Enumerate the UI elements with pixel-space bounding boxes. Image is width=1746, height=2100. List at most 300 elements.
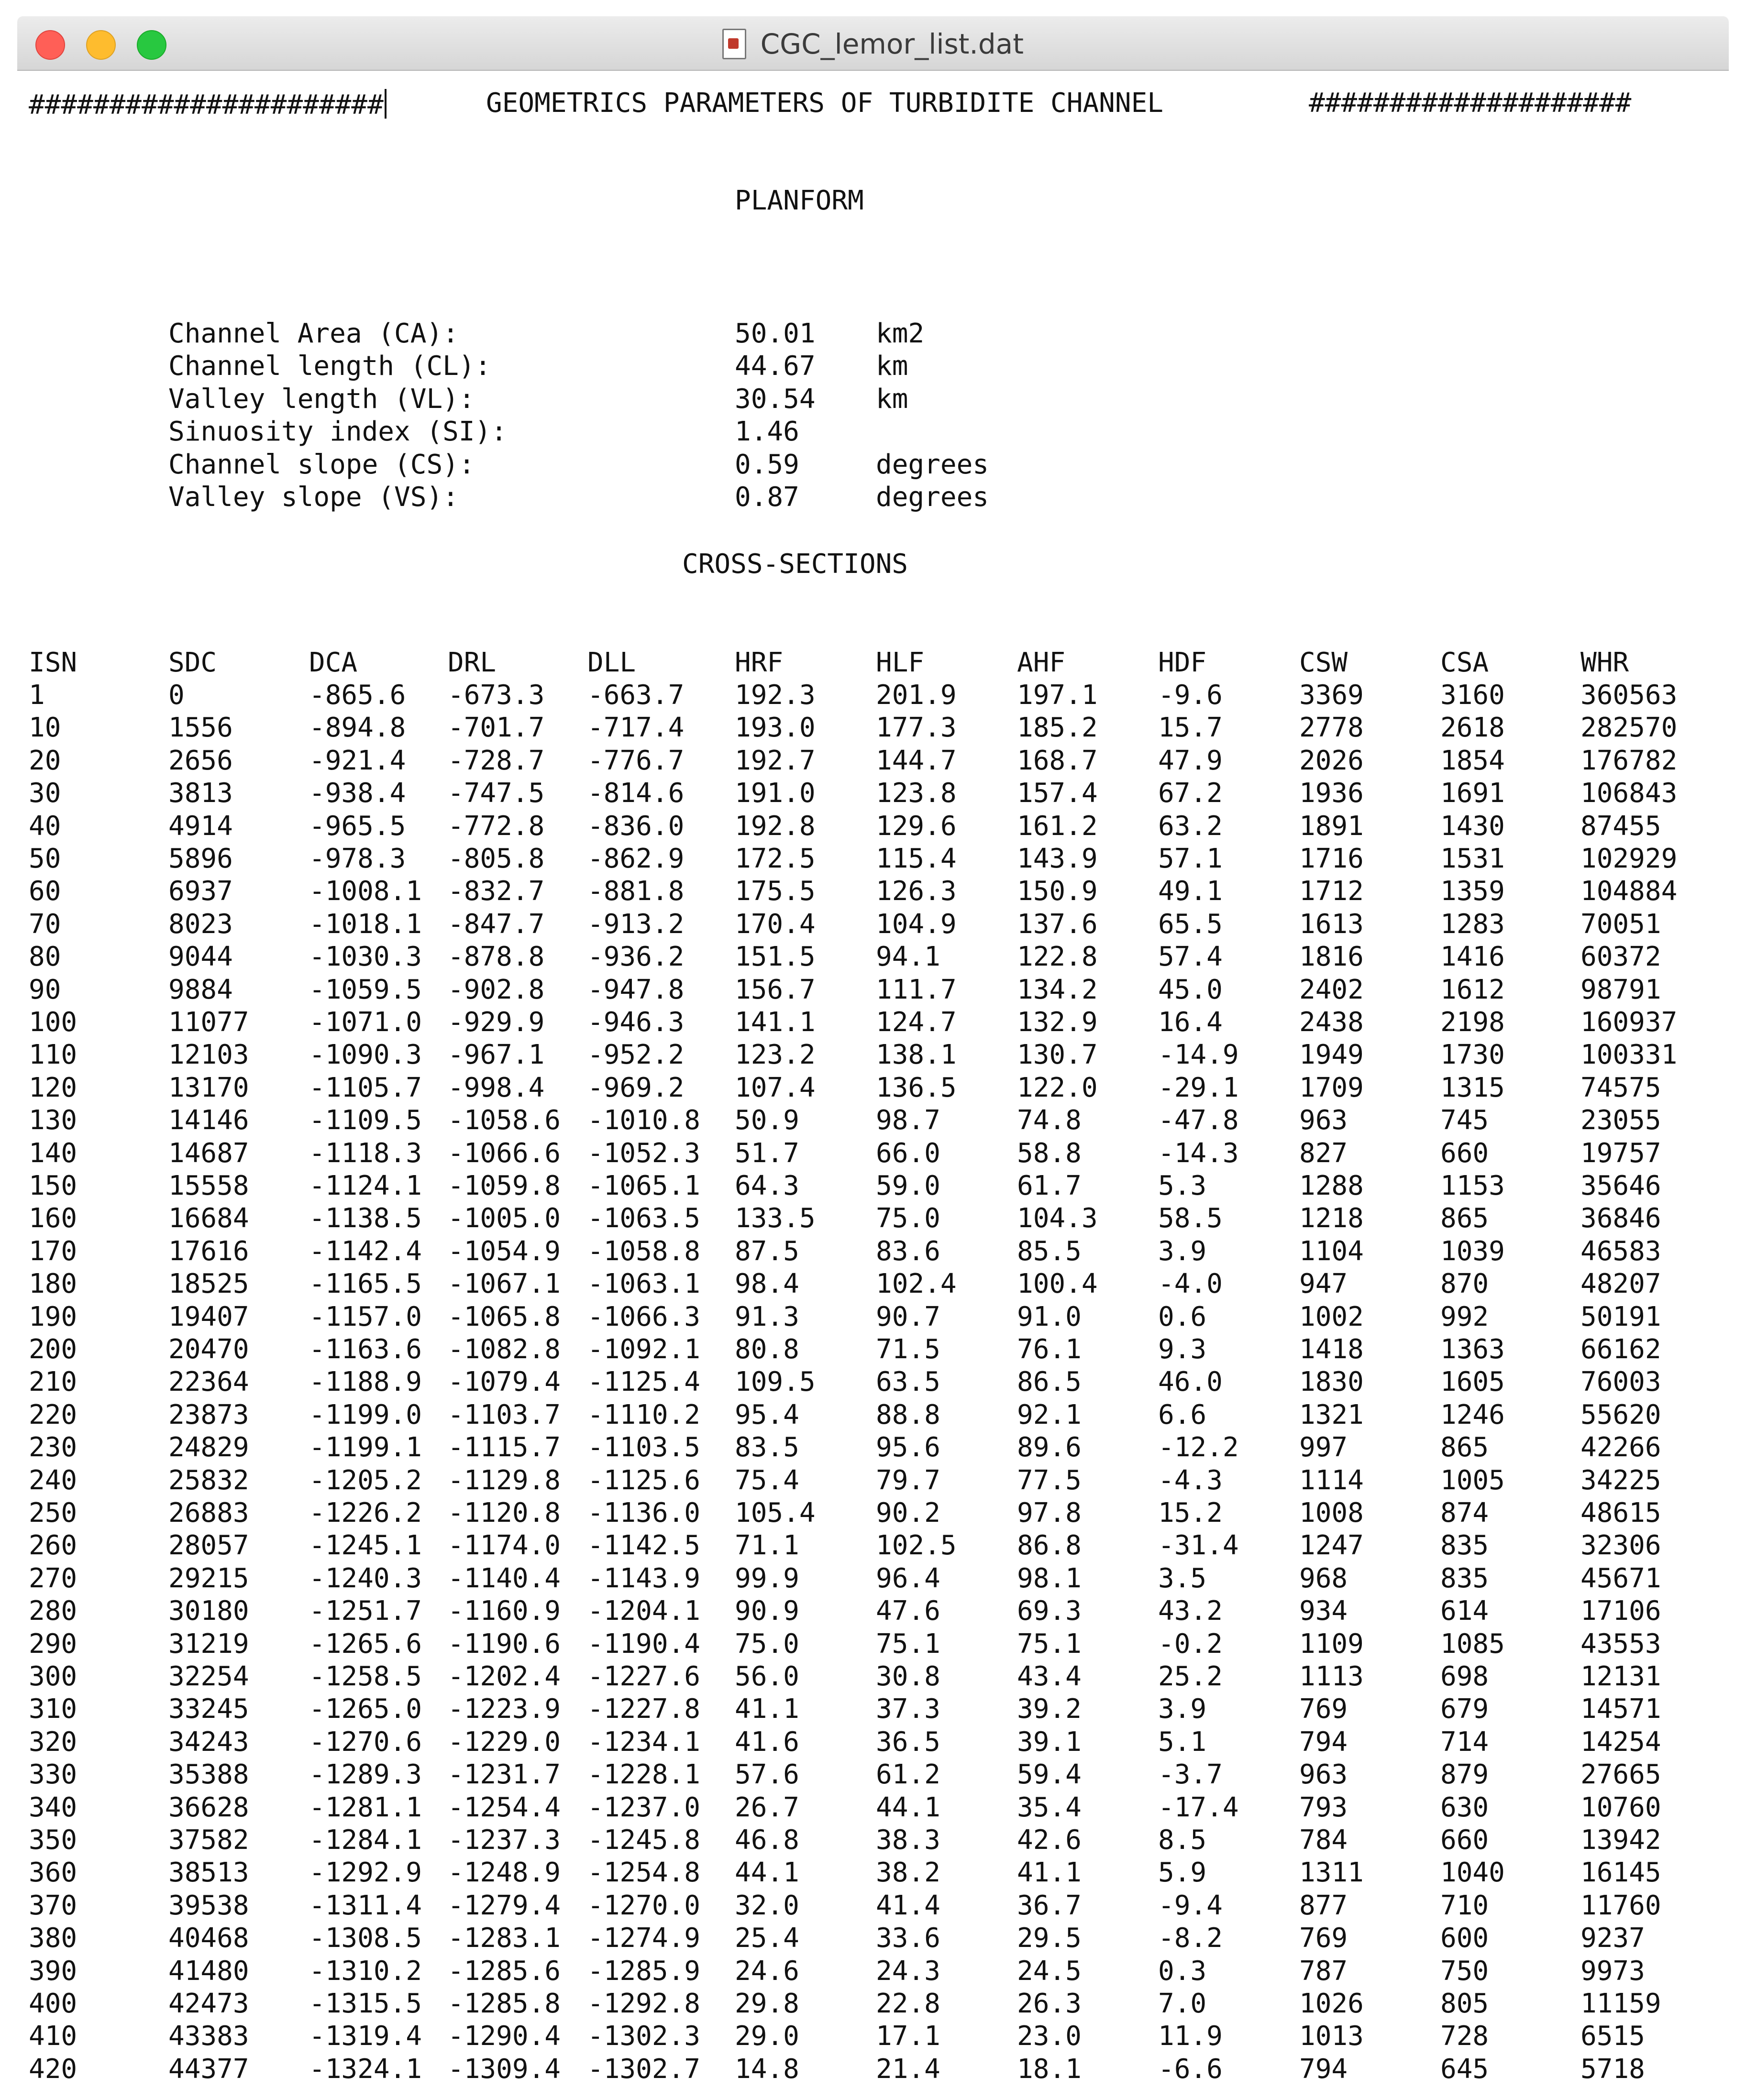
table-cell: 1013 bbox=[1299, 2021, 1364, 2052]
table-cell: 104884 bbox=[1580, 876, 1678, 907]
table-cell: -1308.5 bbox=[309, 1923, 422, 1954]
table-cell: -1103.5 bbox=[587, 1432, 701, 1463]
table-cell: -1302.7 bbox=[587, 2053, 701, 2085]
table-cell: -1079.4 bbox=[448, 1366, 561, 1398]
table-cell: 793 bbox=[1299, 1792, 1348, 1823]
table-cell: 5.9 bbox=[1158, 1857, 1207, 1889]
table-cell: 70051 bbox=[1580, 908, 1661, 940]
table-cell: 11760 bbox=[1580, 1890, 1661, 1921]
table-cell: 0.6 bbox=[1158, 1301, 1207, 1332]
planform-label: Valley slope (VS): bbox=[168, 482, 459, 513]
table-cell: -31.4 bbox=[1158, 1530, 1239, 1561]
table-cell: 420 bbox=[29, 2053, 77, 2085]
planform-label: Channel Area (CA): bbox=[168, 318, 459, 349]
planform-unit: km2 bbox=[876, 318, 925, 349]
table-cell: 24.6 bbox=[735, 1955, 799, 1987]
table-cell: 41.1 bbox=[735, 1693, 799, 1725]
table-cell: 870 bbox=[1440, 1268, 1489, 1300]
table-cell: 80 bbox=[29, 941, 61, 973]
table-cell: 1008 bbox=[1299, 1497, 1364, 1528]
table-cell: -1199.0 bbox=[309, 1399, 422, 1430]
table-cell: -1174.0 bbox=[448, 1530, 561, 1561]
table-cell: 157.4 bbox=[1017, 778, 1098, 809]
table-cell: 29.0 bbox=[735, 2021, 799, 2052]
table-cell: 1153 bbox=[1440, 1170, 1505, 1201]
table-cell: 220 bbox=[29, 1399, 77, 1430]
table-cell: 42473 bbox=[168, 1988, 249, 2019]
table-cell: 192.3 bbox=[735, 680, 816, 711]
table-cell: 835 bbox=[1440, 1562, 1489, 1594]
table-cell: -1270.0 bbox=[587, 1890, 701, 1921]
table-cell: -913.2 bbox=[587, 908, 685, 940]
table-cell: -878.8 bbox=[448, 941, 545, 973]
table-cell: 23.0 bbox=[1017, 2021, 1082, 2052]
table-cell: 95.6 bbox=[876, 1432, 940, 1463]
table-cell: -1237.3 bbox=[448, 1825, 561, 1856]
column-header-hrf: HRF bbox=[735, 647, 784, 678]
table-cell: -1285.8 bbox=[448, 1988, 561, 2019]
table-cell: 660 bbox=[1440, 1137, 1489, 1169]
table-cell: 17.1 bbox=[876, 2021, 940, 2052]
table-cell: 9044 bbox=[168, 941, 233, 973]
table-cell: 9.3 bbox=[1158, 1334, 1207, 1365]
table-cell: -776.7 bbox=[587, 745, 685, 776]
column-header-hlf: HLF bbox=[876, 647, 925, 678]
table-cell: 25832 bbox=[168, 1464, 249, 1496]
table-cell: 4914 bbox=[168, 810, 233, 842]
table-cell: 1716 bbox=[1299, 843, 1364, 874]
table-cell: 36846 bbox=[1580, 1203, 1661, 1234]
table-cell: 87455 bbox=[1580, 810, 1661, 842]
table-cell: -1005.0 bbox=[448, 1203, 561, 1234]
table-cell: 50191 bbox=[1580, 1301, 1661, 1332]
table-cell: 16145 bbox=[1580, 1857, 1661, 1889]
table-cell: 51.7 bbox=[735, 1137, 799, 1169]
table-cell: 8023 bbox=[168, 908, 233, 940]
table-cell: 57.6 bbox=[735, 1759, 799, 1791]
table-cell: 26.7 bbox=[735, 1792, 799, 1823]
table-cell: -1058.6 bbox=[448, 1105, 561, 1136]
table-cell: 105.4 bbox=[735, 1497, 816, 1528]
table-cell: 71.1 bbox=[735, 1530, 799, 1561]
table-cell: 710 bbox=[1440, 1890, 1489, 1921]
table-cell: 1936 bbox=[1299, 778, 1364, 809]
table-cell: -1265.0 bbox=[309, 1693, 422, 1725]
planform-label: Valley length (VL): bbox=[168, 383, 475, 415]
table-cell: -946.3 bbox=[587, 1007, 685, 1038]
planform-value: 1.46 bbox=[735, 416, 799, 448]
planform-unit: km bbox=[876, 351, 908, 382]
table-cell: 874 bbox=[1440, 1497, 1489, 1528]
table-cell: -1248.9 bbox=[448, 1857, 561, 1889]
table-cell: 19407 bbox=[168, 1301, 249, 1332]
table-cell: 48207 bbox=[1580, 1268, 1661, 1300]
table-cell: 34225 bbox=[1580, 1464, 1661, 1496]
table-cell: -1279.4 bbox=[448, 1890, 561, 1921]
table-cell: 6515 bbox=[1580, 2021, 1645, 2052]
table-cell: -952.2 bbox=[587, 1039, 685, 1071]
table-cell: -772.8 bbox=[448, 810, 545, 842]
table-cell: -663.7 bbox=[587, 680, 685, 711]
planform-label: Channel length (CL): bbox=[168, 351, 491, 382]
table-cell: 140 bbox=[29, 1137, 77, 1169]
table-cell: 38.2 bbox=[876, 1857, 940, 1889]
table-cell: -1205.2 bbox=[309, 1464, 422, 1496]
table-cell: -1199.1 bbox=[309, 1432, 422, 1463]
table-cell: 177.3 bbox=[876, 712, 957, 744]
table-cell: 37.3 bbox=[876, 1693, 940, 1725]
table-cell: 1816 bbox=[1299, 941, 1364, 973]
table-cell: 250 bbox=[29, 1497, 77, 1528]
table-cell: 70 bbox=[29, 908, 61, 940]
table-cell: -1290.4 bbox=[448, 2021, 561, 2052]
table-cell: 380 bbox=[29, 1923, 77, 1954]
table-cell: 83.5 bbox=[735, 1432, 799, 1463]
table-cell: 200 bbox=[29, 1334, 77, 1365]
table-cell: -1082.8 bbox=[448, 1334, 561, 1365]
table-cell: 3369 bbox=[1299, 680, 1364, 711]
table-cell: 172.5 bbox=[735, 843, 816, 874]
table-cell: -1254.4 bbox=[448, 1792, 561, 1823]
table-cell: 66.0 bbox=[876, 1137, 940, 1169]
planform-value: 0.59 bbox=[735, 449, 799, 480]
table-cell: -1251.7 bbox=[309, 1595, 422, 1627]
table-cell: -1324.1 bbox=[309, 2053, 422, 2085]
table-cell: 90.7 bbox=[876, 1301, 940, 1332]
table-cell: -1190.6 bbox=[448, 1628, 561, 1660]
table-cell: -673.3 bbox=[448, 680, 545, 711]
table-cell: -1285.6 bbox=[448, 1955, 561, 1987]
table-cell: -1103.7 bbox=[448, 1399, 561, 1430]
table-cell: 24829 bbox=[168, 1432, 249, 1463]
table-cell: 15.2 bbox=[1158, 1497, 1223, 1528]
table-cell: 2026 bbox=[1299, 745, 1364, 776]
table-cell: 124.7 bbox=[876, 1007, 957, 1038]
table-cell: 57.4 bbox=[1158, 941, 1223, 973]
table-cell: 150.9 bbox=[1017, 876, 1098, 907]
table-cell: 3.9 bbox=[1158, 1693, 1207, 1725]
table-cell: -1190.4 bbox=[587, 1628, 701, 1660]
table-cell: 31219 bbox=[168, 1628, 249, 1660]
table-cell: 66162 bbox=[1580, 1334, 1661, 1365]
table-cell: -902.8 bbox=[448, 974, 545, 1005]
table-cell: -1231.7 bbox=[448, 1759, 561, 1791]
header-left-hashes: ###################### bbox=[29, 89, 387, 120]
table-cell: 43.4 bbox=[1017, 1661, 1082, 1692]
table-cell: 1288 bbox=[1299, 1170, 1364, 1201]
table-cell: -1129.8 bbox=[448, 1464, 561, 1496]
column-header-csa: CSA bbox=[1440, 647, 1489, 678]
table-cell: -936.2 bbox=[587, 941, 685, 973]
table-cell: -9.4 bbox=[1158, 1890, 1223, 1921]
table-cell: 370 bbox=[29, 1890, 77, 1921]
table-cell: 30.8 bbox=[876, 1661, 940, 1692]
table-cell: -1065.1 bbox=[587, 1170, 701, 1201]
table-cell: 193.0 bbox=[735, 712, 816, 744]
table-cell: 35388 bbox=[168, 1759, 249, 1791]
table-cell: -1284.1 bbox=[309, 1825, 422, 1856]
planform-unit: degrees bbox=[876, 482, 989, 513]
table-cell: -1008.1 bbox=[309, 876, 422, 907]
table-cell: 3160 bbox=[1440, 680, 1505, 711]
table-cell: 714 bbox=[1440, 1726, 1489, 1758]
table-cell: 390 bbox=[29, 1955, 77, 1987]
table-cell: 827 bbox=[1299, 1137, 1348, 1169]
table-cell: -1059.5 bbox=[309, 974, 422, 1005]
table-cell: 23873 bbox=[168, 1399, 249, 1430]
table-cell: 75.1 bbox=[1017, 1628, 1082, 1660]
table-cell: 2778 bbox=[1299, 712, 1364, 744]
table-cell: -1311.4 bbox=[309, 1890, 422, 1921]
table-cell: -938.4 bbox=[309, 778, 406, 809]
text-cursor bbox=[385, 89, 387, 119]
table-cell: 95.4 bbox=[735, 1399, 799, 1430]
table-cell: 1709 bbox=[1299, 1072, 1364, 1103]
table-cell: -1109.5 bbox=[309, 1105, 422, 1136]
table-cell: 6937 bbox=[168, 876, 233, 907]
table-cell: 75.0 bbox=[735, 1628, 799, 1660]
table-cell: 35.4 bbox=[1017, 1792, 1082, 1823]
table-cell: 12131 bbox=[1580, 1661, 1661, 1692]
table-cell: -4.3 bbox=[1158, 1464, 1223, 1496]
table-cell: 44.1 bbox=[876, 1792, 940, 1823]
table-cell: 260 bbox=[29, 1530, 77, 1561]
table-cell: 138.1 bbox=[876, 1039, 957, 1071]
table-cell: 963 bbox=[1299, 1759, 1348, 1791]
title-bar[interactable] bbox=[17, 16, 1729, 71]
table-cell: -1258.5 bbox=[309, 1661, 422, 1692]
table-cell: 5896 bbox=[168, 843, 233, 874]
table-cell: 102929 bbox=[1580, 843, 1678, 874]
table-cell: 98.1 bbox=[1017, 1562, 1082, 1594]
table-cell: -1302.3 bbox=[587, 2021, 701, 2052]
table-cell: 769 bbox=[1299, 1693, 1348, 1725]
document-icon bbox=[722, 29, 746, 59]
column-header-whr: WHR bbox=[1580, 647, 1629, 678]
table-cell: 160937 bbox=[1580, 1007, 1678, 1038]
table-cell: 1416 bbox=[1440, 941, 1505, 973]
table-cell: 74.8 bbox=[1017, 1105, 1082, 1136]
table-cell: 745 bbox=[1440, 1105, 1489, 1136]
table-cell: 1730 bbox=[1440, 1039, 1505, 1071]
table-cell: 1005 bbox=[1440, 1464, 1505, 1496]
table-cell: -1142.5 bbox=[587, 1530, 701, 1561]
table-cell: 330 bbox=[29, 1759, 77, 1791]
table-cell: 10760 bbox=[1580, 1792, 1661, 1823]
table-cell: 99.9 bbox=[735, 1562, 799, 1594]
table-cell: 1113 bbox=[1299, 1661, 1364, 1692]
table-cell: -3.7 bbox=[1158, 1759, 1223, 1791]
table-cell: 102.4 bbox=[876, 1268, 957, 1300]
table-cell: 98791 bbox=[1580, 974, 1661, 1005]
document-title: GEOMETRICS PARAMETERS OF TURBIDITE CHANNEL bbox=[486, 88, 1164, 119]
table-cell: 13942 bbox=[1580, 1825, 1661, 1856]
table-cell: 24.3 bbox=[876, 1955, 940, 1987]
table-cell: -1138.5 bbox=[309, 1203, 422, 1234]
table-cell: 835 bbox=[1440, 1530, 1489, 1561]
table-cell: -1292.9 bbox=[309, 1857, 422, 1889]
table-cell: 1556 bbox=[168, 712, 233, 744]
table-cell: 63.5 bbox=[876, 1366, 940, 1398]
table-cell: 5.1 bbox=[1158, 1726, 1207, 1758]
table-cell: -862.9 bbox=[587, 843, 685, 874]
table-cell: 75.0 bbox=[876, 1203, 940, 1234]
table-cell: 71.5 bbox=[876, 1334, 940, 1365]
table-cell: 19757 bbox=[1580, 1137, 1661, 1169]
table-cell: 1039 bbox=[1440, 1235, 1505, 1267]
table-cell: 94.1 bbox=[876, 941, 940, 973]
table-cell: -1143.9 bbox=[587, 1562, 701, 1594]
table-cell: -1319.4 bbox=[309, 2021, 422, 2052]
table-cell: 110 bbox=[29, 1039, 77, 1071]
table-cell: -1142.4 bbox=[309, 1235, 422, 1267]
table-cell: 39538 bbox=[168, 1890, 249, 1921]
table-cell: 36628 bbox=[168, 1792, 249, 1823]
table-cell: 1246 bbox=[1440, 1399, 1505, 1430]
table-cell: -4.0 bbox=[1158, 1268, 1223, 1300]
table-cell: -1065.8 bbox=[448, 1301, 561, 1332]
table-cell: 1531 bbox=[1440, 843, 1505, 874]
table-cell: 64.3 bbox=[735, 1170, 799, 1201]
table-cell: 106843 bbox=[1580, 778, 1678, 809]
table-cell: 42266 bbox=[1580, 1432, 1661, 1463]
table-cell: 43383 bbox=[168, 2021, 249, 2052]
table-cell: 30 bbox=[29, 778, 61, 809]
table-cell: 175.5 bbox=[735, 876, 816, 907]
table-cell: 28057 bbox=[168, 1530, 249, 1561]
table-cell: 645 bbox=[1440, 2053, 1489, 2085]
table-cell: 9237 bbox=[1580, 1923, 1645, 1954]
table-cell: 282570 bbox=[1580, 712, 1678, 744]
table-cell: 40 bbox=[29, 810, 61, 842]
table-cell: 1311 bbox=[1299, 1857, 1364, 1889]
table-cell: 14.8 bbox=[735, 2053, 799, 2085]
table-cell: -1228.1 bbox=[587, 1759, 701, 1791]
table-cell: 79.7 bbox=[876, 1464, 940, 1496]
table-cell: 126.3 bbox=[876, 876, 957, 907]
table-cell: 168.7 bbox=[1017, 745, 1098, 776]
table-cell: 75.4 bbox=[735, 1464, 799, 1496]
table-cell: 56.0 bbox=[735, 1661, 799, 1692]
table-cell: 8.5 bbox=[1158, 1825, 1207, 1856]
table-cell: -1165.5 bbox=[309, 1268, 422, 1300]
table-cell: -1245.1 bbox=[309, 1530, 422, 1561]
table-cell: 968 bbox=[1299, 1562, 1348, 1594]
planform-label: Sinuosity index (SI): bbox=[168, 416, 508, 448]
table-cell: 42.6 bbox=[1017, 1825, 1082, 1856]
table-cell: 61.7 bbox=[1017, 1170, 1082, 1201]
table-cell: 45.0 bbox=[1158, 974, 1223, 1005]
table-cell: 22364 bbox=[168, 1366, 249, 1398]
table-cell: 35646 bbox=[1580, 1170, 1661, 1201]
table-cell: 679 bbox=[1440, 1693, 1489, 1725]
table-cell: -1063.1 bbox=[587, 1268, 701, 1300]
table-cell: 20470 bbox=[168, 1334, 249, 1365]
table-cell: 41.4 bbox=[876, 1890, 940, 1921]
table-cell: -1118.3 bbox=[309, 1137, 422, 1169]
table-cell: 115.4 bbox=[876, 843, 957, 874]
table-cell: 37582 bbox=[168, 1825, 249, 1856]
header-right-hashes: #################### bbox=[1309, 88, 1632, 119]
table-cell: -1105.7 bbox=[309, 1072, 422, 1103]
table-cell: 769 bbox=[1299, 1923, 1348, 1954]
window-title: CGC_lemor_list.dat bbox=[760, 28, 1024, 60]
table-cell: 26883 bbox=[168, 1497, 249, 1528]
table-cell: 60 bbox=[29, 876, 61, 907]
table-cell: 17106 bbox=[1580, 1595, 1661, 1627]
table-cell: 39.1 bbox=[1017, 1726, 1082, 1758]
table-cell: 1891 bbox=[1299, 810, 1364, 842]
table-cell: 120 bbox=[29, 1072, 77, 1103]
table-cell: 2402 bbox=[1299, 974, 1364, 1005]
table-cell: 865 bbox=[1440, 1203, 1489, 1234]
table-cell: 270 bbox=[29, 1562, 77, 1594]
table-cell: 877 bbox=[1299, 1890, 1348, 1921]
table-cell: 1321 bbox=[1299, 1399, 1364, 1430]
planform-value: 0.87 bbox=[735, 482, 799, 513]
table-cell: 96.4 bbox=[876, 1562, 940, 1594]
column-header-dca: DCA bbox=[309, 647, 358, 678]
table-cell: 7.0 bbox=[1158, 1988, 1207, 2019]
table-cell: 17616 bbox=[168, 1235, 249, 1267]
table-cell: 122.0 bbox=[1017, 1072, 1098, 1103]
text-area[interactable] bbox=[17, 70, 1729, 2100]
table-cell: 16684 bbox=[168, 1203, 249, 1234]
table-cell: -1160.9 bbox=[448, 1595, 561, 1627]
table-cell: 14687 bbox=[168, 1137, 249, 1169]
table-cell: 61.2 bbox=[876, 1759, 940, 1791]
table-cell: 90.9 bbox=[735, 1595, 799, 1627]
column-header-dll: DLL bbox=[587, 647, 636, 678]
table-cell: 1418 bbox=[1299, 1334, 1364, 1365]
table-cell: 85.5 bbox=[1017, 1235, 1082, 1267]
table-cell: 122.8 bbox=[1017, 941, 1098, 973]
table-cell: 38513 bbox=[168, 1857, 249, 1889]
table-cell: 5.3 bbox=[1158, 1170, 1207, 1201]
table-cell: -1136.0 bbox=[587, 1497, 701, 1528]
table-cell: 280 bbox=[29, 1595, 77, 1627]
table-cell: 46.0 bbox=[1158, 1366, 1223, 1398]
table-cell: 25.2 bbox=[1158, 1661, 1223, 1692]
table-cell: 43.2 bbox=[1158, 1595, 1223, 1627]
table-cell: 11077 bbox=[168, 1007, 249, 1038]
table-cell: -1120.8 bbox=[448, 1497, 561, 1528]
table-cell: 1363 bbox=[1440, 1334, 1505, 1365]
table-cell: 63.2 bbox=[1158, 810, 1223, 842]
table-cell: 91.0 bbox=[1017, 1301, 1082, 1332]
table-cell: -847.7 bbox=[448, 908, 545, 940]
table-cell: -1289.3 bbox=[309, 1759, 422, 1791]
column-header-ahf: AHF bbox=[1017, 647, 1066, 678]
table-cell: -12.2 bbox=[1158, 1432, 1239, 1463]
table-cell: 41480 bbox=[168, 1955, 249, 1987]
table-cell: 1830 bbox=[1299, 1366, 1364, 1398]
table-cell: 170.4 bbox=[735, 908, 816, 940]
table-cell: 1612 bbox=[1440, 974, 1505, 1005]
table-cell: -1310.2 bbox=[309, 1955, 422, 1987]
table-cell: -1237.0 bbox=[587, 1792, 701, 1823]
table-cell: 32254 bbox=[168, 1661, 249, 1692]
table-cell: 23055 bbox=[1580, 1105, 1661, 1136]
table-cell: 197.1 bbox=[1017, 680, 1098, 711]
table-cell: -1092.1 bbox=[587, 1334, 701, 1365]
table-cell: 88.8 bbox=[876, 1399, 940, 1430]
table-cell: 29.8 bbox=[735, 1988, 799, 2019]
planform-label: Channel slope (CS): bbox=[168, 449, 475, 480]
table-cell: 67.2 bbox=[1158, 778, 1223, 809]
table-cell: 400 bbox=[29, 1988, 77, 2019]
table-cell: 1247 bbox=[1299, 1530, 1364, 1561]
